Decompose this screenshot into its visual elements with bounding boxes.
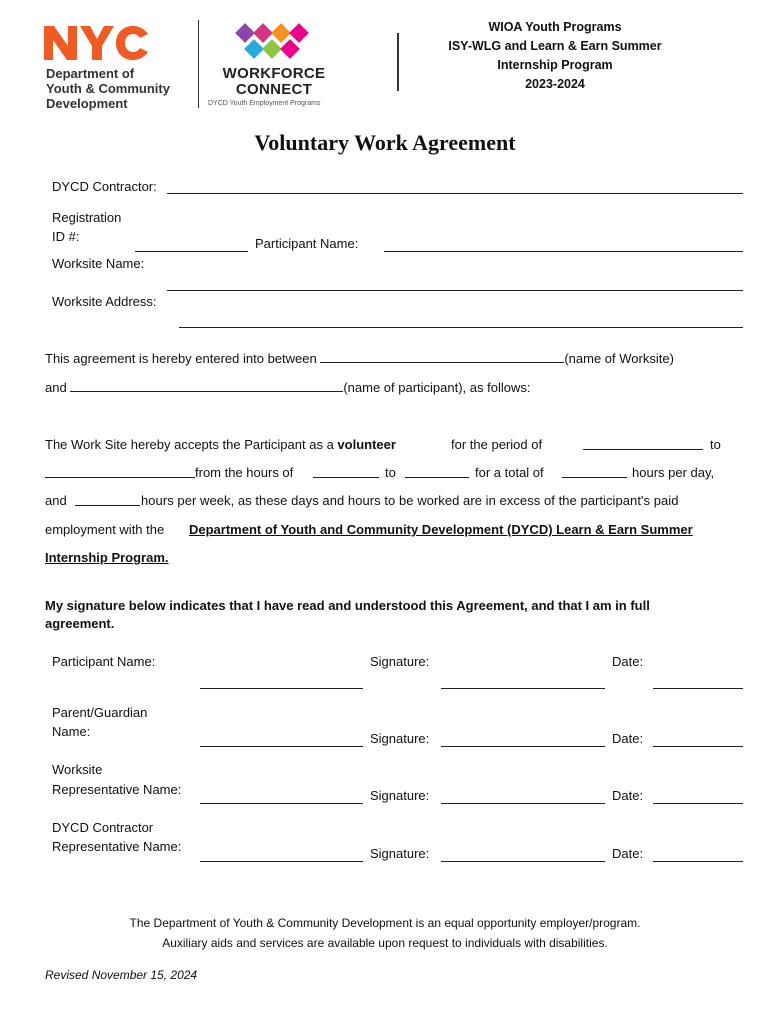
department-line-1: Department of bbox=[46, 66, 135, 81]
program-line-4: 2023-2024 bbox=[525, 77, 585, 91]
and-text: and bbox=[45, 380, 67, 395]
page-title: Voluntary Work Agreement bbox=[254, 130, 516, 155]
worksite-rep-signature-field[interactable] bbox=[441, 803, 605, 804]
employment-text: employment with the bbox=[45, 522, 165, 537]
agreement-line-2 bbox=[45, 378, 530, 397]
per-week-text: hours per week, as these days and hours to be worked are in excess of the participant's paid bbox=[141, 493, 679, 508]
signature-label-1: Signature: bbox=[370, 654, 430, 669]
contractor-rep-name-field[interactable] bbox=[200, 861, 363, 862]
nyc-logo-text: NYC bbox=[136, 54, 139, 55]
agreement-text-a: This agreement is hereby entered into between bbox=[45, 351, 317, 366]
agreement-text-b: (name of Worksite) bbox=[564, 351, 674, 366]
workforce-connect-title bbox=[219, 66, 329, 98]
date-label-2: Date: bbox=[612, 731, 644, 746]
date-label-4: Date: bbox=[612, 846, 644, 861]
contractor-label: DYCD Contractor: bbox=[52, 179, 157, 194]
worksite-rep-name-field[interactable] bbox=[200, 803, 363, 804]
contractor-field[interactable] bbox=[167, 193, 743, 194]
program-header bbox=[440, 18, 670, 94]
acknowledgement-line-1: My signature below indicates that I have read and understood this Agreement, and that I am in full bbox=[45, 598, 650, 613]
id-label: ID #: bbox=[52, 229, 80, 244]
participant-signature-field[interactable] bbox=[441, 688, 605, 689]
participant-name-label: Participant Name: bbox=[255, 236, 359, 251]
total-text: for a total of bbox=[475, 465, 544, 480]
workforce-connect-logo bbox=[232, 22, 316, 62]
parent-label-1: Parent/Guardian bbox=[52, 705, 148, 720]
hours-from-text: from the hours of bbox=[195, 465, 294, 480]
workforce-tagline: DYCD Youth Employment Programs bbox=[208, 100, 321, 107]
worksite-blank[interactable] bbox=[320, 350, 564, 363]
revised-date: Revised November 15, 2024 bbox=[45, 968, 198, 982]
worksite-rep-label-2: Representative Name: bbox=[52, 782, 182, 797]
worksite-address-label: Worksite Address: bbox=[52, 294, 157, 309]
footer-line-2: Auxiliary aids and services are available upon request to individuals with disabilities. bbox=[162, 936, 608, 950]
volunteer-word: volunteer bbox=[337, 437, 396, 452]
period-start-field[interactable] bbox=[583, 449, 703, 450]
header-divider-right bbox=[397, 33, 399, 91]
parent-label-2: Name: bbox=[52, 724, 91, 739]
participant-date-field[interactable] bbox=[653, 688, 743, 689]
hours-to-field[interactable] bbox=[405, 477, 469, 478]
hours-from-field[interactable] bbox=[313, 477, 379, 478]
signature-label-2: Signature: bbox=[370, 731, 430, 746]
registration-label: Registration bbox=[52, 210, 122, 225]
workforce-line: WORKFORCE bbox=[222, 65, 326, 82]
program-name-underlined-2: Internship Program. bbox=[45, 550, 169, 565]
signature-label-3: Signature: bbox=[370, 788, 430, 803]
signature-label-4: Signature: bbox=[370, 846, 430, 861]
header-divider bbox=[198, 20, 199, 108]
participant-text: (name of participant), as follows: bbox=[343, 380, 531, 395]
parent-signature-field[interactable] bbox=[441, 746, 605, 747]
period-end-field[interactable] bbox=[45, 477, 195, 478]
worksite-name-field[interactable] bbox=[167, 290, 743, 291]
worksite-address-field[interactable] bbox=[179, 327, 743, 328]
worksite-rep-date-field[interactable] bbox=[653, 803, 743, 804]
contractor-rep-date-field[interactable] bbox=[653, 861, 743, 862]
contractor-rep-label-2: Representative Name: bbox=[52, 839, 182, 854]
date-label-3: Date: bbox=[612, 788, 644, 803]
period-to-text: to bbox=[710, 437, 721, 452]
participant-sign-label: Participant Name: bbox=[52, 654, 156, 669]
program-line-2: ISY-WLG and Learn & Earn Summer bbox=[448, 39, 662, 53]
contractor-rep-signature-field[interactable] bbox=[441, 861, 605, 862]
hours-per-day-field[interactable] bbox=[562, 477, 627, 478]
connect-line: CONNECT bbox=[235, 81, 313, 98]
per-day-text: hours per day, bbox=[632, 465, 715, 480]
program-line-3: Internship Program bbox=[497, 58, 613, 72]
worksite-rep-label-1: Worksite bbox=[52, 762, 103, 777]
footer-line-1: The Department of Youth & Community Development is an equal opportunity employer/program. bbox=[129, 916, 641, 930]
accepts-text: The Work Site hereby accepts the Participant as a bbox=[45, 437, 334, 452]
participant-name-sign-field[interactable] bbox=[200, 688, 363, 689]
participant-blank[interactable] bbox=[70, 379, 343, 392]
worksite-name-label: Worksite Name: bbox=[52, 256, 145, 271]
and-text-2: and bbox=[45, 493, 67, 508]
program-line-1: WIOA Youth Programs bbox=[488, 20, 622, 34]
agreement-line-1 bbox=[45, 349, 674, 368]
hours-to-text: to bbox=[385, 465, 396, 480]
department-line-2: Youth & Community bbox=[46, 81, 170, 96]
participant-name-field[interactable] bbox=[384, 251, 743, 252]
department-name bbox=[46, 66, 170, 111]
program-name-underlined: Department of Youth and Community Development (DYCD) Learn & Earn Summer bbox=[189, 522, 693, 537]
nyc-logo bbox=[44, 24, 170, 62]
parent-name-field[interactable] bbox=[200, 746, 363, 747]
acknowledgement-line-2: agreement. bbox=[45, 616, 115, 631]
registration-id-field[interactable] bbox=[135, 251, 248, 252]
parent-date-field[interactable] bbox=[653, 746, 743, 747]
contractor-rep-label-1: DYCD Contractor bbox=[52, 820, 154, 835]
period-text: for the period of bbox=[451, 437, 543, 452]
date-label-1: Date: bbox=[612, 654, 644, 669]
volunteer-text-a bbox=[45, 435, 396, 454]
department-line-3: Development bbox=[46, 96, 128, 111]
hours-per-week-field[interactable] bbox=[75, 505, 140, 506]
